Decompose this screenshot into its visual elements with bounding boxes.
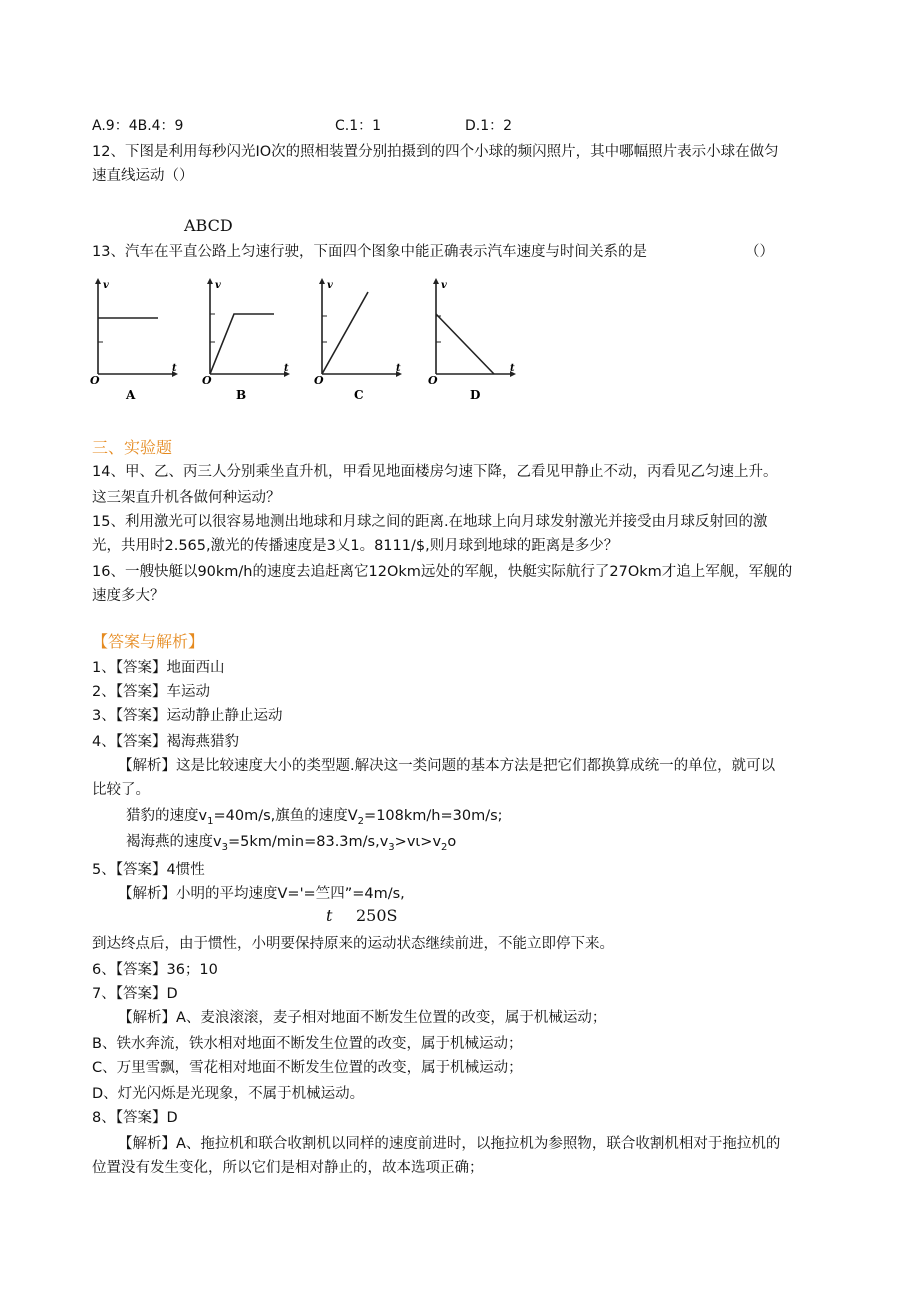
graph-b-label: B (236, 388, 247, 402)
q13-paren: （） (745, 244, 774, 260)
q16-text-line2: 速度多大？ (92, 588, 165, 604)
graph-a-v-label: v (103, 280, 109, 291)
answer-6: 6、【答案】36；10 (92, 962, 218, 978)
graph-a-t-label: t (172, 363, 177, 374)
graph-b (200, 274, 300, 404)
graph-d-origin: O (428, 374, 438, 387)
q14-text-line1: 14、甲、乙、丙三人分别乘坐直升机，甲看见地面楼房匀速下降，乙看见甲静止不动，丙看见乙匀速上升。 (92, 464, 778, 480)
answer-4-explanation-line1: 【解析】这是比较速度大小的类型题.解决这一类问题的基本方法是把它们都换算成统一的单位，就可以 (118, 758, 776, 774)
q11-option-c: C.1：1 (335, 118, 382, 134)
answer-4: 4、【答案】褐海燕猎豹 (92, 734, 239, 750)
answer-5: 5、【答案】4惯性 (92, 862, 205, 878)
answer-7-explanation-a: 【解析】A、麦浪滚滚，麦子相对地面不断发生位置的改变，属于机械运动； (118, 1010, 607, 1026)
section-title-experiment: 三、实验题 (92, 438, 173, 457)
graph-c-origin: O (314, 374, 324, 387)
answer-5-fraction-value: 250S (356, 906, 398, 925)
answer-7-explanation-c: C、万里雪飘，雪花相对地面不断发生位置的改变，属于机械运动； (92, 1060, 523, 1076)
graph-d-curve (436, 314, 494, 374)
graph-b-curve (210, 314, 274, 374)
q14-text-line2: 这三架直升机各做何种运动？ (92, 490, 281, 506)
answer-4-explanation-line2: 比较了。 (92, 782, 150, 798)
answer-4-cheetah-speed: 猎豹的速度$v_1=40m/s$,旗鱼的速度$V_2=108km/h=30m/s$; (126, 808, 503, 827)
graph-c-curve (322, 292, 368, 374)
graph-d (426, 274, 526, 404)
answer-4-swift-speed: 褐海燕的速度$v_3=5km/\min=83.3m/s,v_3>v\iota>v_2o$ (126, 834, 457, 853)
answer-8: 8、【答案】D (92, 1110, 178, 1126)
graph-d-label: D (470, 388, 481, 402)
graph-a-origin: O (90, 374, 100, 387)
graph-b-t-label: t (284, 363, 289, 374)
answer-8-explanation-line2: 位置没有发生变化，所以它们是相对静止的，故本选项正确； (92, 1160, 484, 1176)
q12-text-line1: 12、下图是利用每秒闪光IO次的照相装置分别拍摄到的四个小球的频闪照片，其中哪幅照片表示小球在做匀 (92, 144, 779, 160)
answer-7: 7、【答案】D (92, 986, 178, 1002)
answer-7-explanation-d: D、灯光闪烁是光现象，不属于机械运动。 (92, 1086, 365, 1102)
answer-3: 3、【答案】运动静止静止运动 (92, 708, 283, 724)
answer-1: 1、【答案】地面西山 (92, 660, 225, 676)
graph-d-t-label: t (510, 363, 515, 374)
graph-b-v-label: v (215, 280, 221, 291)
q11-option-d: D.1：2 (465, 118, 513, 134)
q15-text-line1: 15、利用激光可以很容易地测出地球和月球之间的距离.在地球上向月球发射激光并接受由月球反射回的激 (92, 514, 768, 530)
answer-5-explanation: 【解析】小明的平均速度V='=竺四”=4m/s, (118, 886, 405, 902)
answer-7-explanation-b: B、铁水奔流，铁水相对地面不断发生位置的改变，属于机械运动； (92, 1036, 523, 1052)
answer-2: 2、【答案】车运动 (92, 684, 210, 700)
graph-c-label: C (354, 388, 364, 402)
graph-c (312, 274, 412, 404)
graph-c-t-label: t (396, 363, 401, 374)
q12-text-line2: 速直线运动（） (92, 168, 194, 184)
q15-text-line2: 光，共用时2.565,激光的传播速度是3乂1。8111/$,则月球到地球的距离是多少？ (92, 538, 619, 554)
q13-text: 13、汽车在平直公路上匀速行驶，下面四个图象中能正确表示汽车速度与时间关系的是 (92, 244, 647, 260)
q16-text-line1: 16、一艘快艇以90km/h的速度去追赶离它12Okm远处的军舰，快艇实际航行了27Okm才追上军舰，军舰的 (92, 564, 793, 580)
graph-a (88, 274, 188, 404)
graph-a-label: A (126, 388, 136, 402)
graph-c-v-label: v (327, 280, 333, 291)
answer-5-fraction-t: t (326, 906, 333, 925)
graph-d-v-label: v (441, 280, 447, 291)
q11-option-ab: A.9：4B.4：9 (92, 118, 184, 134)
graph-b-origin: O (202, 374, 212, 387)
answers-title: 【答案与解析】 (92, 632, 205, 651)
q12-photo-labels: ABCD (184, 216, 233, 235)
answer-5-explanation-line2: 到达终点后，由于惯性，小明要保持原来的运动状态继续前进，不能立即停下来。 (92, 936, 614, 952)
answer-8-explanation-line1: 【解析】A、拖拉机和联合收割机以同样的速度前进时，以拖拉机为参照物，联合收割机相对于拖拉机的 (118, 1136, 781, 1152)
